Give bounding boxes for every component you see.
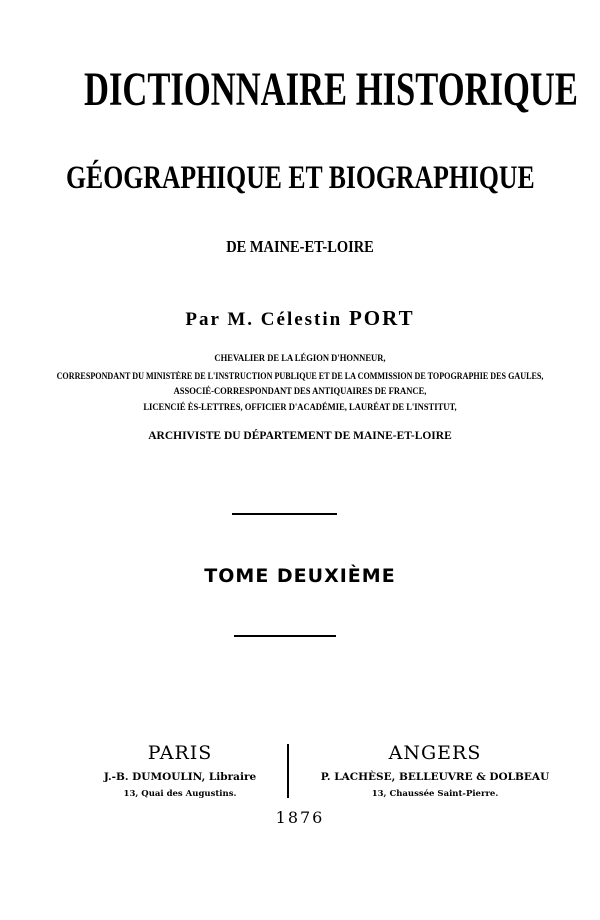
address-paris: 13, Quai des Augustins. <box>123 789 237 799</box>
column-divider <box>287 744 289 798</box>
region-line: DE MAINE-ET-LOIRE <box>226 237 374 256</box>
archiviste-line: ARCHIVISTE DU DÉPARTEMENT DE MAINE-ET-LOIRE <box>148 430 452 442</box>
author-surname: PORT <box>348 306 415 330</box>
publication-year: 1876 <box>275 808 325 827</box>
author-line <box>0 306 600 331</box>
city-paris: PARIS <box>147 742 213 764</box>
credential-line: CHEVALIER DE LA LÉGION D'HONNEUR, <box>214 354 386 364</box>
subtitle: GÉOGRAPHIQUE ET BIOGRAPHIQUE <box>66 160 535 196</box>
divider-rule <box>234 635 336 637</box>
address-angers: 13, Chaussée Saint-Pierre. <box>371 789 499 799</box>
city-angers: ANGERS <box>388 742 482 764</box>
main-title: DICTIONNAIRE HISTORIQUE <box>83 63 578 116</box>
credential-line: CORRESPONDANT DU MINISTÈRE DE L'INSTRUCTION PUBLIQUE ET DE LA COMMISSION DE TOPOGRAPHIE DES GAULES, <box>56 371 544 381</box>
volume-label: TOME DEUXIÈME <box>204 565 396 587</box>
author-name: Célestin <box>260 309 343 330</box>
publisher-name-paris: J.-B. DUMOULIN, Libraire <box>103 771 257 783</box>
divider-rule <box>232 513 337 515</box>
publisher-name-angers: P. LACHÈSE, BELLEUVRE & DOLBEAU <box>320 771 550 783</box>
credential-line: ASSOCIÉ-CORRESPONDANT DES ANTIQUAIRES DE FRANCE, <box>173 387 427 397</box>
credential-line: LICENCIÉ ÈS-LETTRES, OFFICIER D'ACADÉMIE, LAURÉAT DE L'INSTITUT, <box>143 403 457 413</box>
author-prefix: Par M. <box>185 309 255 330</box>
